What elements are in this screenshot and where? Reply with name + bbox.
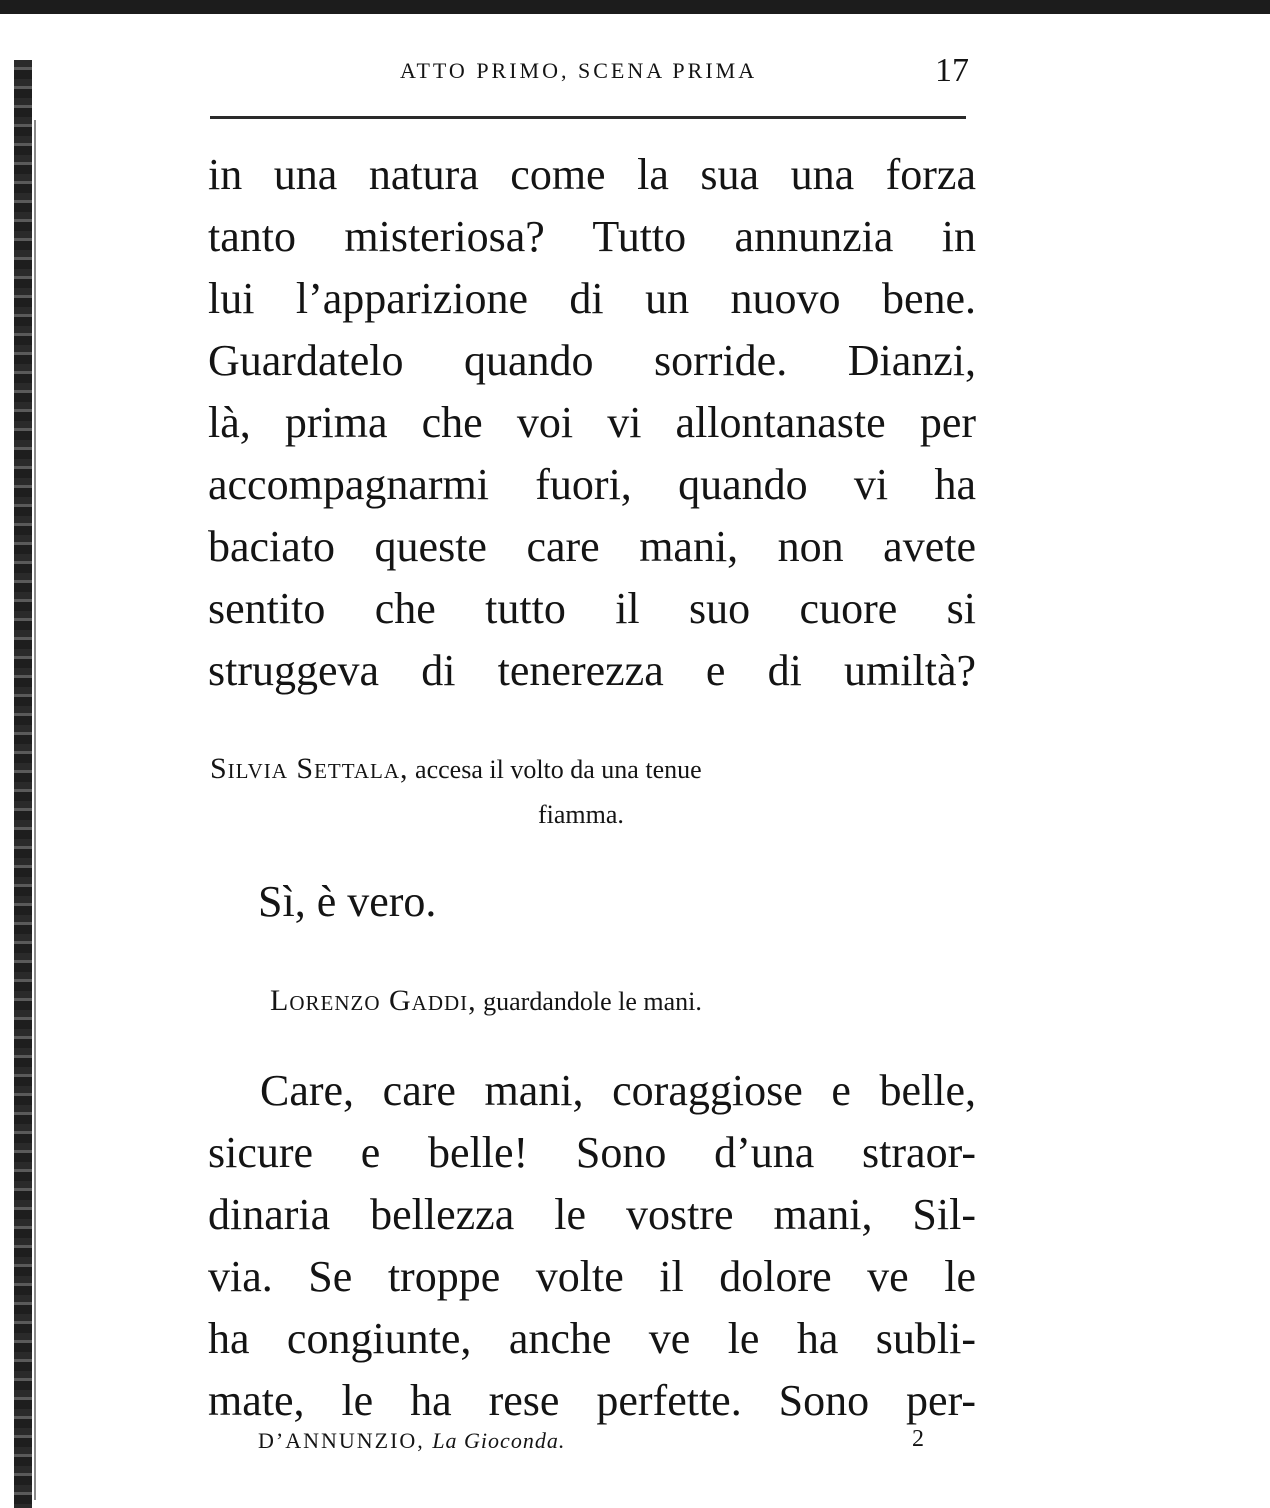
footer-title: La Gioconda. [432,1428,566,1453]
speech-paragraph-2: Sì, è vero. [258,877,437,926]
speaker-name: Silvia Settala, [210,752,409,785]
text-line: struggeva di tenerezza e di umiltà? [208,646,976,695]
text-line: dinaria bellezza le vostre mani, Sil- [208,1190,976,1239]
text-line: là, prima che voi vi allontanaste per [208,398,976,447]
page-number: 17 [935,52,969,89]
text-line: mate, le ha rese perfette. Sono per- [208,1376,976,1425]
text-line: ha congiunte, anche ve le ha subli- [208,1314,976,1363]
book-binding-edge [14,60,32,1508]
text-line: Care, care mani, coraggiose e belle, [260,1066,976,1115]
footer-imprint [258,1428,565,1454]
footer-author: D’ANNUNZIO, [258,1428,425,1453]
binding-shadow-line [34,120,36,1500]
stage-direction: guardandole le mani. [483,987,702,1016]
stage-direction-continued: fiamma. [538,800,624,829]
text-line: baciato queste care mani, non avete [208,522,976,571]
text-line: sentito che tutto il suo cuore si [208,584,976,633]
speech-paragraph-1 [208,144,976,702]
header-rule [210,116,966,119]
stage-direction: accesa il volto da una tenue [415,755,702,784]
signature-mark: 2 [912,1426,924,1452]
text-line: Guardatelo quando sorride. Dianzi, [208,336,976,385]
speech-paragraph-3 [208,1060,976,1432]
text-line: via. Se troppe volte il dolore ve le [208,1252,976,1301]
text-line: tanto misteriosa? Tutto annunzia in [208,212,976,261]
text-line: in una natura come la sua una forza [208,150,976,199]
text-line: sicure e belle! Sono d’una straor- [208,1128,976,1177]
page-top-edge [0,0,1270,14]
stage-cue-2 [270,984,702,1018]
text-line: accompagnarmi fuori, quando vi ha [208,460,976,509]
stage-cue-1 [210,752,702,786]
running-title: ATTO PRIMO, SCENA PRIMA [400,58,758,83]
text-line: lui l’apparizione di un nuovo bene. [208,274,976,323]
speaker-name: Lorenzo Gaddi, [270,984,477,1017]
